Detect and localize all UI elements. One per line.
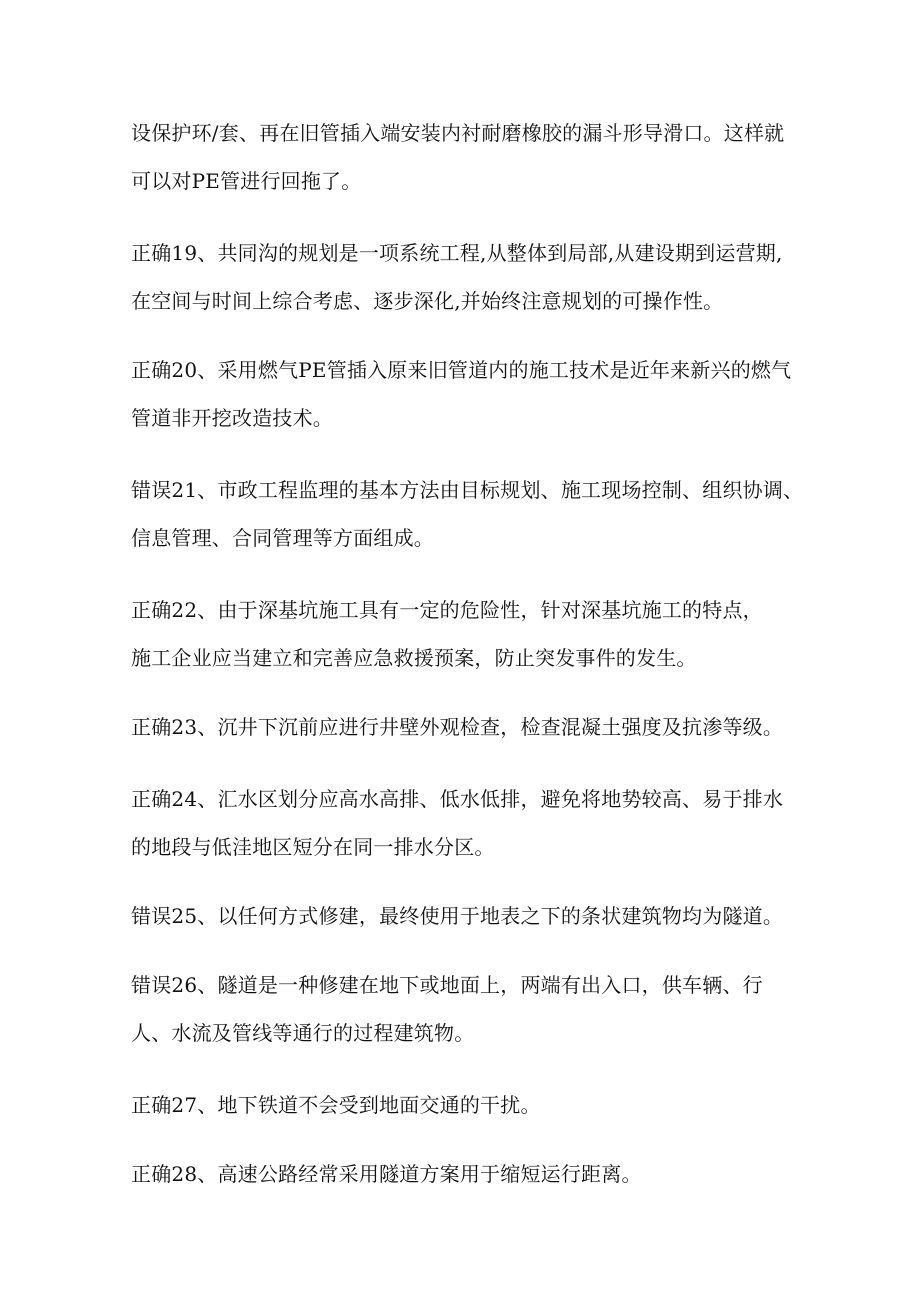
paragraph-4-line-1: 错误21、市政工程监理的基本方法由目标规划、施工现场控制、组织协调、 [131,478,804,502]
paragraph-6-line-1: 正确23、沉井下沉前应进行井壁外观检查，检查混凝土强度及抗渗等级。 [131,715,784,739]
paragraph-9-line-1: 错误26、隧道是一种修建在地下或地面上，两端有出入口，供车辆、行 [131,973,763,997]
paragraph-2-line-1: 正确19、共同沟的规划是一项系统工程,从整体到局部,从建设期到运营期, [131,241,783,265]
paragraph-7-line-2: 的地段与低洼地区短分在同一排水分区。 [131,835,495,859]
paragraph-7-line-1: 正确24、汇水区划分应高水高排、低水低排，避免将地势较高、易于排水 [131,787,784,811]
paragraph-8-line-1: 错误25、以任何方式修建，最终使用于地表之下的条状建筑物均为隧道。 [131,904,784,928]
paragraph-10-line-1: 正确27、地下铁道不会受到地面交通的干扰。 [131,1093,541,1117]
paragraph-5-line-2: 施工企业应当建立和完善应急救援预案，防止突发事件的发生。 [131,646,697,670]
paragraph-1-line-2: 可以对PE管进行回拖了。 [131,169,362,193]
paragraph-1-line-1: 设保护环/套、再在旧管插入端安装内衬耐磨橡胶的漏斗形导滑口。这样就 [131,121,785,145]
paragraph-5-line-1: 正确22、由于深基坑施工具有一定的危险性，针对深基坑施工的特点， [131,598,763,622]
paragraph-3-line-1: 正确20、采用燃气PE管插入原来旧管道内的施工技术是近年来新兴的燃气 [131,358,792,382]
paragraph-11-line-1: 正确28、高速公路经常采用隧道方案用于缩短运行距离。 [131,1162,642,1186]
paragraph-4-line-2: 信息管理、合同管理等方面组成。 [131,526,434,550]
paragraph-2-line-2: 在空间与时间上综合考虑、逐步深化,并始终注意规划的可操作性。 [131,289,724,313]
paragraph-9-line-2: 人、水流及管线等通行的过程建筑物。 [131,1021,475,1045]
paragraph-3-line-2: 管道非开挖改造技术。 [131,406,333,430]
